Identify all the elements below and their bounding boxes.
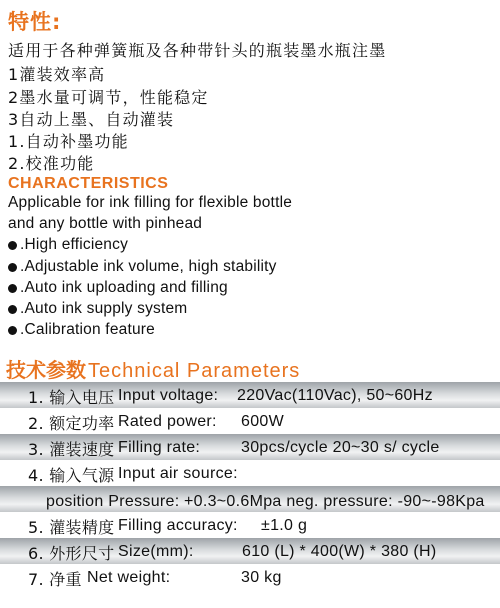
- param-label-cn: 7. 净重: [28, 570, 82, 589]
- param-label-cn: 2. 额定功率: [28, 414, 115, 433]
- characteristic-text: .Auto ink uploading and filling: [20, 279, 228, 296]
- param-label-cn: 3. 灌装速度: [28, 440, 115, 459]
- table-row: [0, 486, 500, 512]
- param-label-en: Net weight:: [87, 569, 171, 586]
- characteristic-bullet-item: [8, 279, 228, 297]
- technical-parameters-title: [6, 354, 300, 383]
- technical-title-en: Technical Parameters: [88, 360, 301, 382]
- param-value: 220Vac(110Vac), 50~60Hz: [237, 387, 433, 404]
- param-label-en: Filling accuracy:: [118, 517, 238, 534]
- bullet-icon: [8, 263, 17, 272]
- feature-cn-line: 2.校准功能: [8, 154, 95, 173]
- characteristic-bullet-item: [8, 258, 277, 276]
- param-label-en: Input air source:: [118, 465, 238, 482]
- characteristic-bullet-item: [8, 236, 128, 254]
- param-value: 600W: [241, 413, 284, 430]
- param-value: 610 (L) * 400(W) * 380 (H): [242, 543, 437, 560]
- feature-cn-line: 1.自动补墨功能: [8, 132, 129, 151]
- table-row: [0, 408, 500, 434]
- characteristic-text: .Auto ink supply system: [20, 300, 188, 317]
- table-row: [0, 512, 500, 538]
- param-value: ±1.0 g: [261, 517, 308, 534]
- characteristics-intro-line: and any bottle with pinhead: [8, 215, 203, 232]
- features-title-cn: 特性:: [8, 10, 62, 34]
- table-row: [0, 564, 500, 590]
- feature-cn-line: 适用于各种弹簧瓶及各种带针头的瓶装墨水瓶注墨: [8, 41, 387, 60]
- param-label-en: Rated power:: [118, 413, 217, 430]
- param-label-en: Input voltage:: [118, 387, 219, 404]
- bullet-icon: [8, 305, 17, 314]
- characteristic-bullet-item: [8, 300, 187, 318]
- param-label-cn: 5. 灌装精度: [28, 518, 115, 537]
- characteristic-text: .High efficiency: [20, 236, 129, 253]
- technical-parameters-table: [0, 382, 500, 590]
- feature-cn-line: 1灌装效率高: [8, 65, 106, 84]
- param-label-en: Filling rate:: [118, 439, 201, 456]
- feature-cn-line: 3自动上墨、自动灌装: [8, 110, 175, 129]
- param-label-cn: 1. 输入电压: [28, 388, 115, 407]
- table-row: [0, 538, 500, 564]
- characteristics-intro-line: Applicable for ink filling for flexible bottle: [8, 194, 293, 211]
- param-label-cn: 6. 外形尺寸: [28, 544, 115, 563]
- characteristic-text: .Calibration feature: [20, 321, 155, 338]
- bullet-icon: [8, 284, 17, 293]
- param-value: 30 kg: [241, 569, 282, 586]
- characteristic-text: .Adjustable ink volume, high stability: [20, 258, 277, 275]
- characteristic-bullet-item: [8, 321, 155, 339]
- characteristics-title: CHARACTERISTICS: [8, 175, 169, 192]
- table-row: [0, 382, 500, 408]
- param-label-en: Size(mm):: [118, 543, 194, 560]
- bullet-icon: [8, 241, 17, 250]
- param-label-cn: 4. 输入气源: [28, 466, 115, 485]
- param-value: 30pcs/cycle 20~30 s/ cycle: [241, 439, 440, 456]
- feature-cn-line: 2墨水量可调节，性能稳定: [8, 88, 209, 107]
- table-row: [0, 460, 500, 486]
- technical-title-cn: 技术参数: [6, 358, 86, 382]
- bullet-icon: [8, 326, 17, 335]
- table-row: [0, 434, 500, 460]
- param-label-en: position Pressure:: [46, 493, 180, 510]
- param-value: +0.3~0.6Mpa neg. pressure: -90~-98Kpa: [184, 493, 485, 510]
